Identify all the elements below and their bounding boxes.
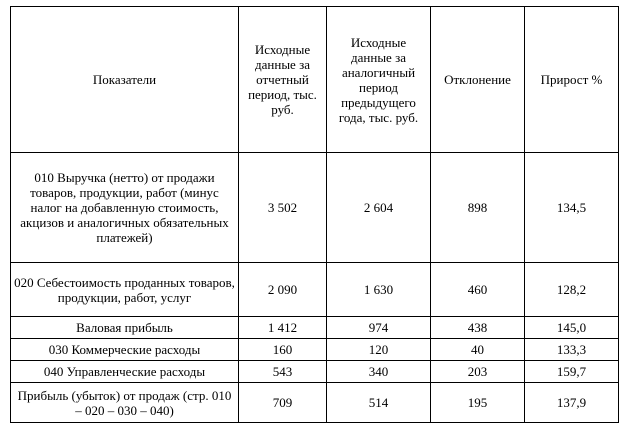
row-indicator: 020 Себестоимость проданных товаров, продукции, работ, услуг [11,263,239,317]
row-growth-value: 137,9 [525,383,619,423]
row-indicator: 030 Коммерческие расходы [11,339,239,361]
row-deviation-value: 460 [431,263,525,317]
row-indicator: Прибыль (убыток) от продаж (стр. 010 – 020 – 030 – 040) [11,383,239,423]
row-indicator: 010 Выручка (нетто) от продажи товаров, продукции, работ (минус налог на добавленную стоимость, акцизов и аналогичных обязательных платежей) [11,153,239,263]
row-previous-value: 1 630 [327,263,431,317]
row-growth-value: 133,3 [525,339,619,361]
row-deviation-value: 438 [431,317,525,339]
row-deviation-value: 40 [431,339,525,361]
row-current-value: 2 090 [239,263,327,317]
row-previous-value: 340 [327,361,431,383]
row-growth-value: 159,7 [525,361,619,383]
header-deviation: Отклонение [431,7,525,153]
financial-results-table [10,6,619,423]
table-row [11,317,619,339]
row-previous-value: 514 [327,383,431,423]
row-growth-value: 128,2 [525,263,619,317]
row-previous-value: 974 [327,317,431,339]
row-indicator: 040 Управленческие расходы [11,361,239,383]
row-deviation-value: 898 [431,153,525,263]
row-previous-value: 2 604 [327,153,431,263]
header-previous-period: Исходные данные за аналогичный период предыдущего года, тыс. руб. [327,7,431,153]
table-row [11,383,619,423]
row-growth-value: 145,0 [525,317,619,339]
row-deviation-value: 195 [431,383,525,423]
header-growth: Прирост % [525,7,619,153]
header-row [11,7,619,153]
row-indicator: Валовая прибыль [11,317,239,339]
row-growth-value: 134,5 [525,153,619,263]
header-indicators: Показатели [11,7,239,153]
row-current-value: 543 [239,361,327,383]
table-row [11,339,619,361]
header-current-period: Исходные данные за отчетный период, тыс. руб. [239,7,327,153]
table-row [11,361,619,383]
row-current-value: 160 [239,339,327,361]
row-current-value: 1 412 [239,317,327,339]
table-row [11,153,619,263]
row-deviation-value: 203 [431,361,525,383]
row-current-value: 709 [239,383,327,423]
table-row [11,263,619,317]
row-previous-value: 120 [327,339,431,361]
row-current-value: 3 502 [239,153,327,263]
